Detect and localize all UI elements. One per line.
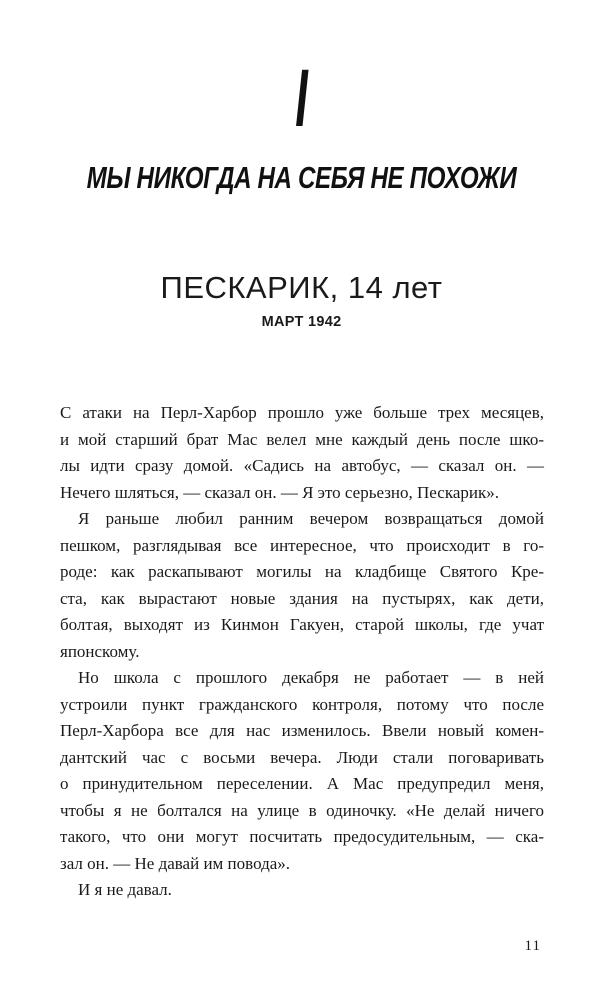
text-line: устроили пункт гражданского контроля, потому что после (60, 694, 544, 714)
part-title: МЫ НИКОГДА НА СЕБЯ НЕ ПОХОЖИ (86, 160, 517, 195)
text-line: японскому. (60, 641, 140, 661)
text-line: ста, как вырастают новые здания на пустырях, как дети, (60, 588, 544, 608)
text-line: Перл-Харбора все для нас изменилось. Ввели новый комен- (60, 721, 544, 740)
text-line: роде: как раскапывают могилы на кладбище Святого Кре- (60, 562, 544, 581)
text-line: болтая, выходят из Кинмон Гакуен, старой школы, где учат (60, 615, 544, 634)
text-line: С атаки на Перл-Харбор прошло уже больше трех месяцев, (60, 403, 544, 422)
page-number: 11 (524, 938, 541, 954)
text-line: и мой старший брат Мас велел мне каждый день после шко- (60, 429, 544, 449)
text-line: чтобы я не болтался на улице в одиночку. «Не делай ничего (60, 800, 544, 820)
text-line: Нечего шляться, — сказал он. — Я это серьезно, Пескарик». (60, 482, 499, 502)
chapter-date: МАРТ 1942 (261, 314, 342, 330)
chapter-title: ПЕСКАРИК, 14 лет (160, 270, 443, 305)
text-line: лы идти сразу домой. «Садись на автобус, — сказал он. — (60, 456, 544, 475)
text-line: Но школа с прошлого декабря не работает — в ней (78, 668, 544, 687)
text-line: Я раньше любил ранним вечером возвращаться домой (78, 509, 544, 528)
text-line: дантский час с восьми вечера. Люди стали поговаривать (60, 747, 544, 767)
body-text (60, 400, 544, 904)
text-line: о принудительном переселении. А Мас предупредил меня, (60, 774, 544, 793)
part-number: I (295, 53, 308, 144)
text-line: И я не давал. (78, 880, 172, 899)
text-line: такого, что они могут посчитать предосудительным, — ска- (60, 827, 544, 846)
text-line: зал он. — Не давай им повода». (60, 853, 291, 873)
text-line: пешком, разглядывая все интересное, что происходит в го- (60, 535, 544, 555)
